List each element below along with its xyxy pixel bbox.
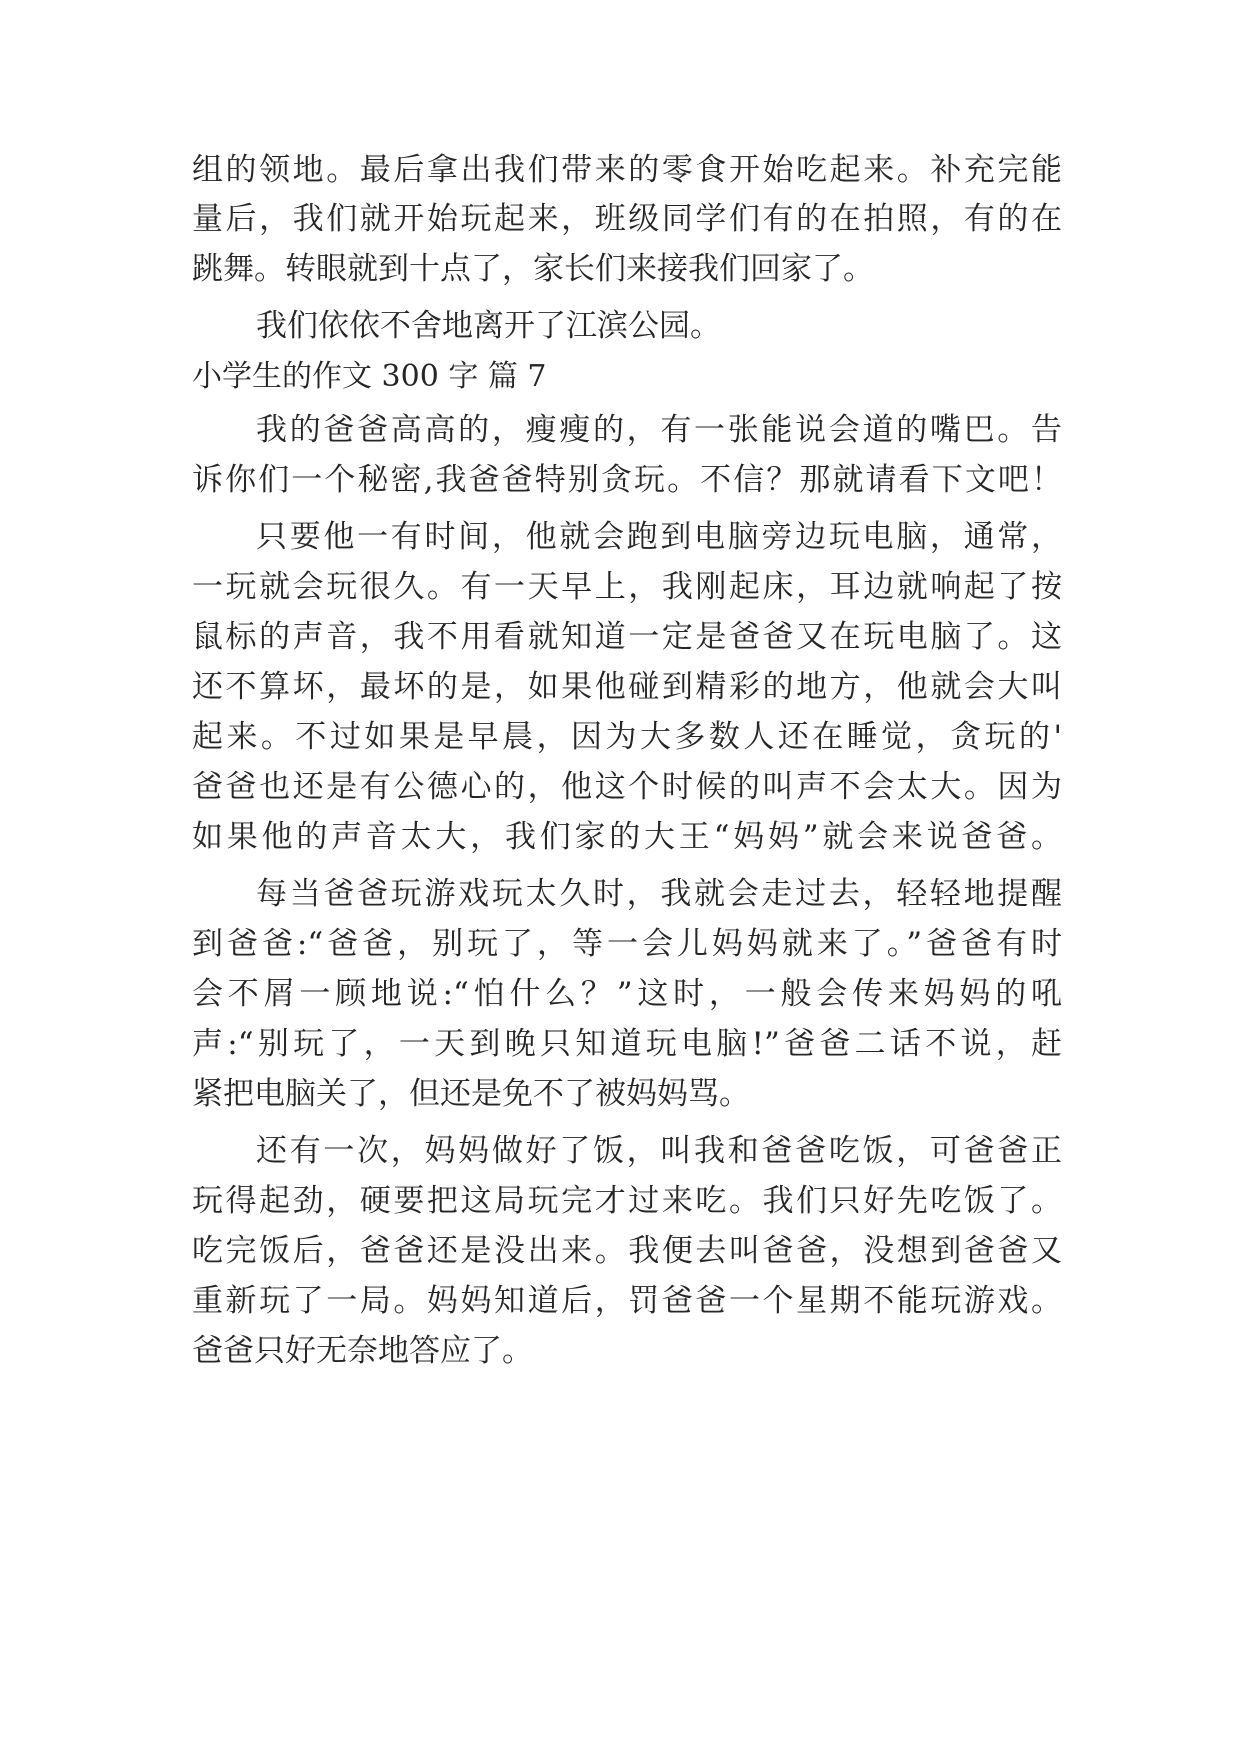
text-line: 诉你们一个秘密,我爸爸特别贪玩。不信？那就请看下文吧！: [192, 462, 1062, 498]
text-line: 玩得起劲，硬要把这局玩完才过来吃。我们只好先吃饭了。: [192, 1183, 1062, 1219]
text-line: 重新玩了一局。妈妈知道后，罚爸爸一个星期不能玩游戏。: [192, 1283, 1062, 1319]
text-line: 起来。不过如果是早晨，因为大多数人还在睡觉，贪玩的': [192, 719, 1062, 755]
text-line: 还有一次，妈妈做好了饭，叫我和爸爸吃饭，可爸爸正: [256, 1133, 1062, 1169]
text-line: 如果他的声音太大，我们家的大王“妈妈”就会来说爸爸。: [192, 819, 1062, 855]
text-line: 一玩就会玩很久。有一天早上，我刚起床，耳边就响起了按: [192, 569, 1062, 605]
text-line: 我的爸爸高高的，瘦瘦的，有一张能说会道的嘴巴。告: [256, 412, 1062, 448]
section-heading: 小学生的作文 300 字 篇 7: [192, 359, 547, 394]
text-line: 还不算坏，最坏的是，如果他碰到精彩的地方，他就会大叫: [192, 669, 1062, 705]
text-line: 跳舞。转眼就到十点了，家长们来接我们回家了。: [192, 251, 874, 287]
text-line: 鼠标的声音，我不用看就知道一定是爸爸又在玩电脑了。这: [192, 619, 1062, 655]
text-line: 紧把电脑关了，但还是免不了被妈妈骂。: [192, 1076, 750, 1112]
text-line: 爸爸也还是有公德心的，他这个时候的叫声不会太大。因为: [192, 769, 1062, 805]
text-line: 只要他一有时间，他就会跑到电脑旁边玩电脑，通常，: [256, 519, 1062, 555]
text-line: 声:“别玩了，一天到晚只知道玩电脑!”爸爸二话不说，赶: [192, 1026, 1062, 1062]
document-page: [192, 0, 1062, 1754]
text-line: 每当爸爸玩游戏玩太久时，我就会走过去，轻轻地提醒: [256, 876, 1062, 912]
text-line: 吃完饭后，爸爸还是没出来。我便去叫爸爸，没想到爸爸又: [192, 1233, 1062, 1269]
text-line: 量后，我们就开始玩起来，班级同学们有的在拍照，有的在: [192, 201, 1062, 237]
text-line: 爸爸只好无奈地答应了。: [192, 1333, 533, 1369]
text-line: 组的领地。最后拿出我们带来的零食开始吃起来。补充完能: [192, 152, 1062, 188]
text-line: 会不屑一顾地说:“怕什么？”这时，一般会传来妈妈的吼: [192, 976, 1062, 1012]
text-line: 到爸爸:“爸爸，别玩了，等一会儿妈妈就来了。”爸爸有时: [192, 926, 1062, 962]
text-line: 我们依依不舍地离开了江滨公园。: [256, 308, 721, 344]
